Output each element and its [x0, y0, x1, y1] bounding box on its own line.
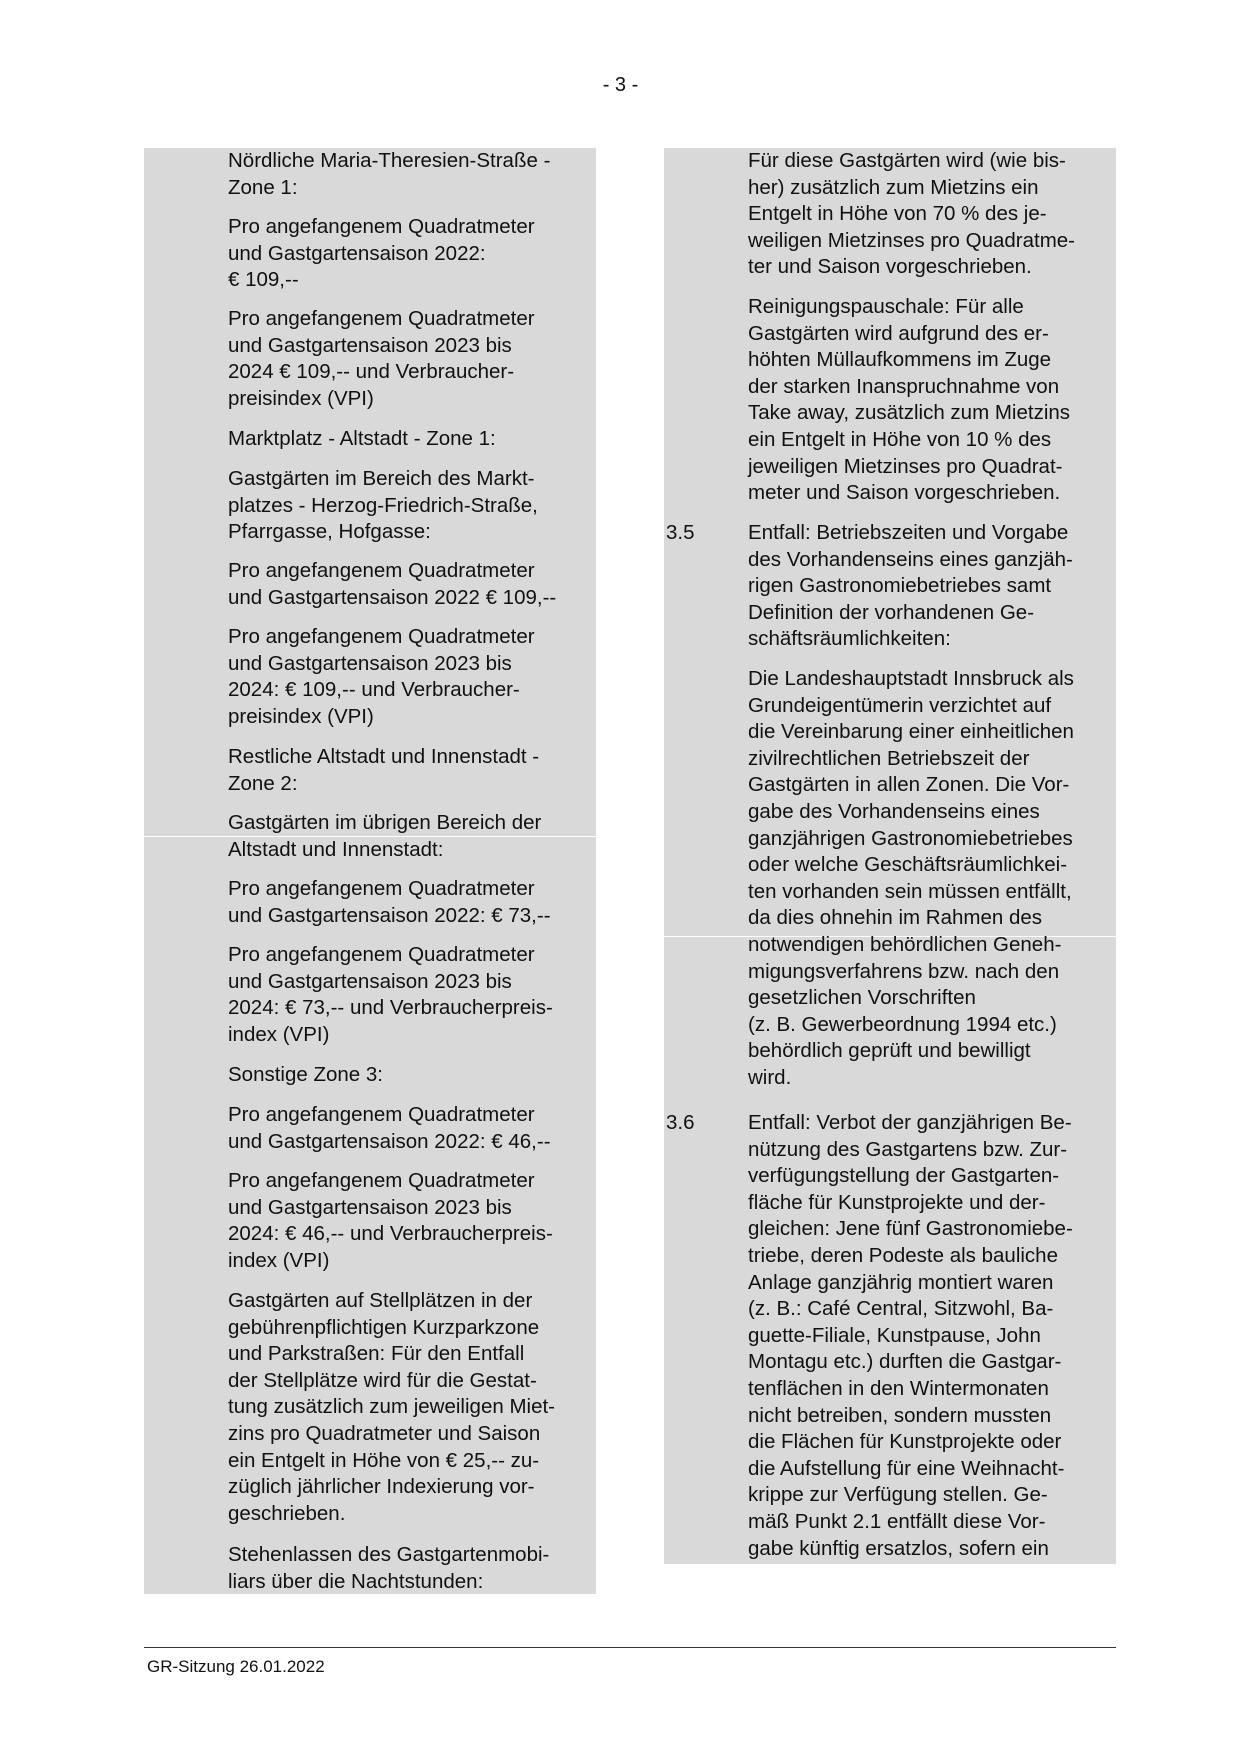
left-paragraph-zone3-2022: Pro angefangenem Quadratmeter und Gastgartensaison 2022: € 46,--: [228, 1103, 551, 1153]
footer-divider: [144, 1647, 1116, 1648]
left-column: [144, 148, 596, 1594]
left-paragraph-zone1-2022: Pro angefangenem Quadratmeter und Gastgartensaison 2022: € 109,--: [228, 215, 535, 292]
section-number-3-5: 3.5: [666, 521, 695, 544]
left-paragraph-zone2-area: Gastgärten im übrigen Bereich der Altstadt und Innenstadt:: [228, 811, 542, 861]
left-paragraph-mobiliar: Stehenlassen des Gastgartenmobi- liars über die Nachtstunden:: [228, 1543, 550, 1593]
left-paragraph-marktplatz-2023: Pro angefangenem Quadratmeter und Gastgartensaison 2023 bis 2024: € 109,-- und Verbraucher- preisindex (VPI): [228, 625, 535, 728]
left-paragraph-zone3-2023: Pro angefangenem Quadratmeter und Gastgartensaison 2023 bis 2024: € 46,-- und Verbraucherpreis- index (VPI): [228, 1169, 553, 1272]
left-paragraph-zone1-heading: Nördliche Maria-Theresien-Straße - Zone 1:: [228, 149, 551, 199]
left-paragraph-marktplatz-heading: Marktplatz - Altstadt - Zone 1:: [228, 427, 496, 450]
right-column: [664, 148, 1116, 1564]
right-paragraph-gastgaerten-entgelt: Für diese Gastgärten wird (wie bis- her) zusätzlich zum Mietzins ein Entgelt in Höhe von 70 % des je- weiligen Mietzinses pro Quadratme- ter und Saison vorgeschrieben.: [748, 149, 1075, 279]
right-paragraph-3-6-body: Entfall: Verbot der ganzjährigen Be- nützung des Gastgartens bzw. Zur- verfügungstellung der Gastgarten- fläche für Kunstprojekte und der- gleichen: Jene fünf Gastronomiebe- triebe, deren Podeste als bauliche Anlage ganzjährig montiert waren (z. B.: Café Central, Sitzwohl, Ba- guette-Filiale, Kunstpause, John Montagu etc.) durften die Gastgar- tenflächen in den Wintermonaten nicht betreiben, sondern mussten die Flächen für Kunstprojekte oder die Aufstellung für eine Weihnacht- krippe zur Verfügung stellen. Ge- mäß Punkt 2.1 entfällt diese Vor- gabe künftig ersatzlos, sofern ein: [748, 1111, 1073, 1560]
right-paragraph-3-5-body: Die Landeshauptstadt Innsbruck als Grundeigentümerin verzichtet auf die Vereinbarung einer einheitlichen zivilrechtlichen Betriebszeit der Gastgärten in allen Zonen. Die Vor- gabe des Vorhandenseins eines ganzjährigen Gastronomiebetriebes oder welche Geschäftsräumlichkei- ten vorhanden sein müssen entfällt, da dies ohnehin im Rahmen des notwendigen behördlichen Geneh- migungsverfahrens bzw. nach den gesetzlichen Vorschriften (z. B. Gewerbeordnung 1994 etc.) behördlich geprüft und bewilligt wird.: [748, 667, 1074, 1089]
left-paragraph-zone3-heading: Sonstige Zone 3:: [228, 1063, 383, 1086]
left-paragraph-marktplatz-area: Gastgärten im Bereich des Markt- platzes - Herzog-Friedrich-Straße, Pfarrgasse, Hofgasse:: [228, 467, 538, 544]
right-paragraph-reinigungspauschale: Reinigungspauschale: Für alle Gastgärten wird aufgrund des er- höhten Müllaufkommens im Zuge der starken Inanspruchnahme von Take away, zusätzlich zum Mietzins ein Entgelt in Höhe von 10 % des jeweiligen Mietzinses pro Quadrat- meter und Saison vorgeschrieben.: [748, 295, 1071, 505]
right-paragraph-3-5-heading: Entfall: Betriebszeiten und Vorgabe des Vorhandenseins eines ganzjäh- rigen Gastronomiebetriebes samt Definition der vorhandenen Ge- schäftsräumlichkeiten:: [748, 521, 1073, 651]
left-paragraph-stellplaetze: Gastgärten auf Stellplätzen in der gebührenpflichtigen Kurzparkzone und Parkstraßen: Für den Entfall der Stellplätze wird für die Gestat- tung zusätzlich zum jeweiligen Miet- zins pro Quadratmeter und Saison ein Entgelt in Höhe von € 25,-- zu- züglich jährlicher Indexierung vor- geschrieben.: [228, 1289, 555, 1525]
page-number: - 3 -: [602, 74, 639, 96]
section-number-3-6: 3.6: [666, 1111, 695, 1134]
left-paragraph-marktplatz-2022: Pro angefangenem Quadratmeter und Gastgartensaison 2022 € 109,--: [228, 559, 557, 609]
footer-text: GR-Sitzung 26.01.2022: [147, 1657, 325, 1676]
left-paragraph-zone2-heading: Restliche Altstadt und Innenstadt - Zone 2:: [228, 745, 540, 795]
left-paragraph-zone2-2023: Pro angefangenem Quadratmeter und Gastgartensaison 2023 bis 2024: € 73,-- und Verbraucherpreis- index (VPI): [228, 943, 553, 1046]
left-paragraph-zone1-2023: Pro angefangenem Quadratmeter und Gastgartensaison 2023 bis 2024 € 109,-- und Verbraucher- preisindex (VPI): [228, 307, 535, 410]
left-paragraph-zone2-2022: Pro angefangenem Quadratmeter und Gastgartensaison 2022: € 73,--: [228, 877, 551, 927]
